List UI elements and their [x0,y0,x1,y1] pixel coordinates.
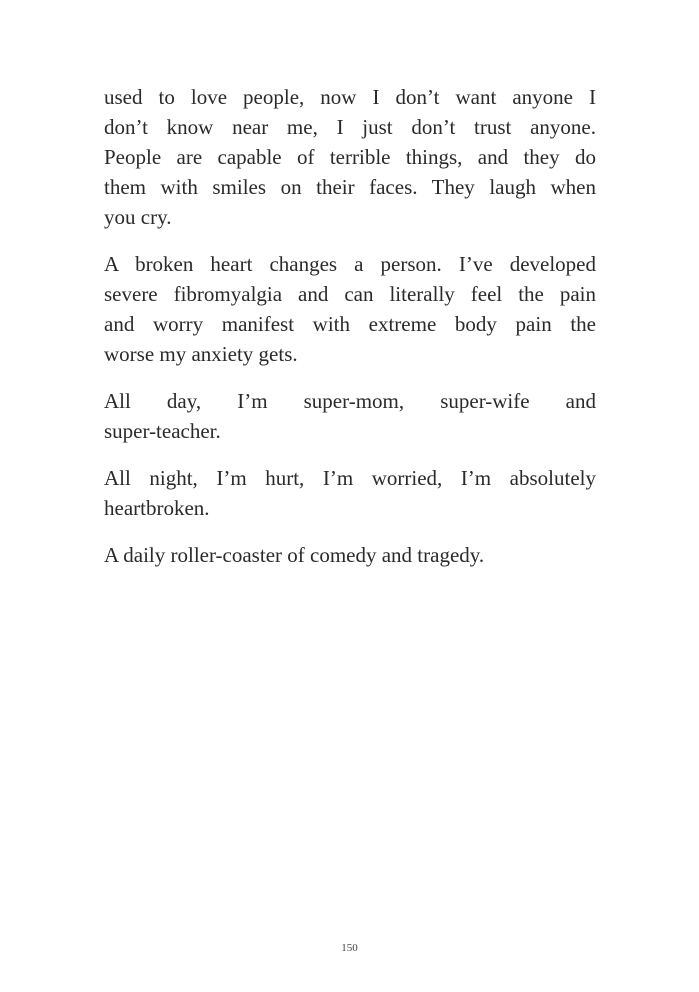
text-line: People are capable of terrible things, and they do [104,145,596,169]
text-line: them with smiles on their faces. They laugh when [104,175,596,199]
text-line: worse my anxiety gets. [104,342,298,366]
paragraph-2 [104,249,596,369]
text-line: A broken heart changes a person. I’ve developed [104,252,596,276]
text-line: All day, I’m super-mom, super-wife and [104,389,596,413]
text-line: and worry manifest with extreme body pain the [104,312,596,336]
body-text [104,82,596,587]
text-line: you cry. [104,205,172,229]
text-line: heartbroken. [104,496,210,520]
text-line: A daily roller-coaster of comedy and tragedy. [104,543,485,567]
paragraph-4 [104,463,596,523]
paragraph-5 [104,540,596,570]
text-line: severe fibromyalgia and can literally feel the pain [104,282,596,306]
text-line: All night, I’m hurt, I’m worried, I’m absolutely [104,466,596,490]
paragraph-3 [104,386,596,446]
text-line: don’t know near me, I just don’t trust anyone. [104,115,596,139]
page-number: 150 [341,942,358,954]
text-line: super-teacher. [104,419,221,443]
text-line: used to love people, now I don’t want anyone I [104,85,596,109]
paragraph-1 [104,82,596,232]
